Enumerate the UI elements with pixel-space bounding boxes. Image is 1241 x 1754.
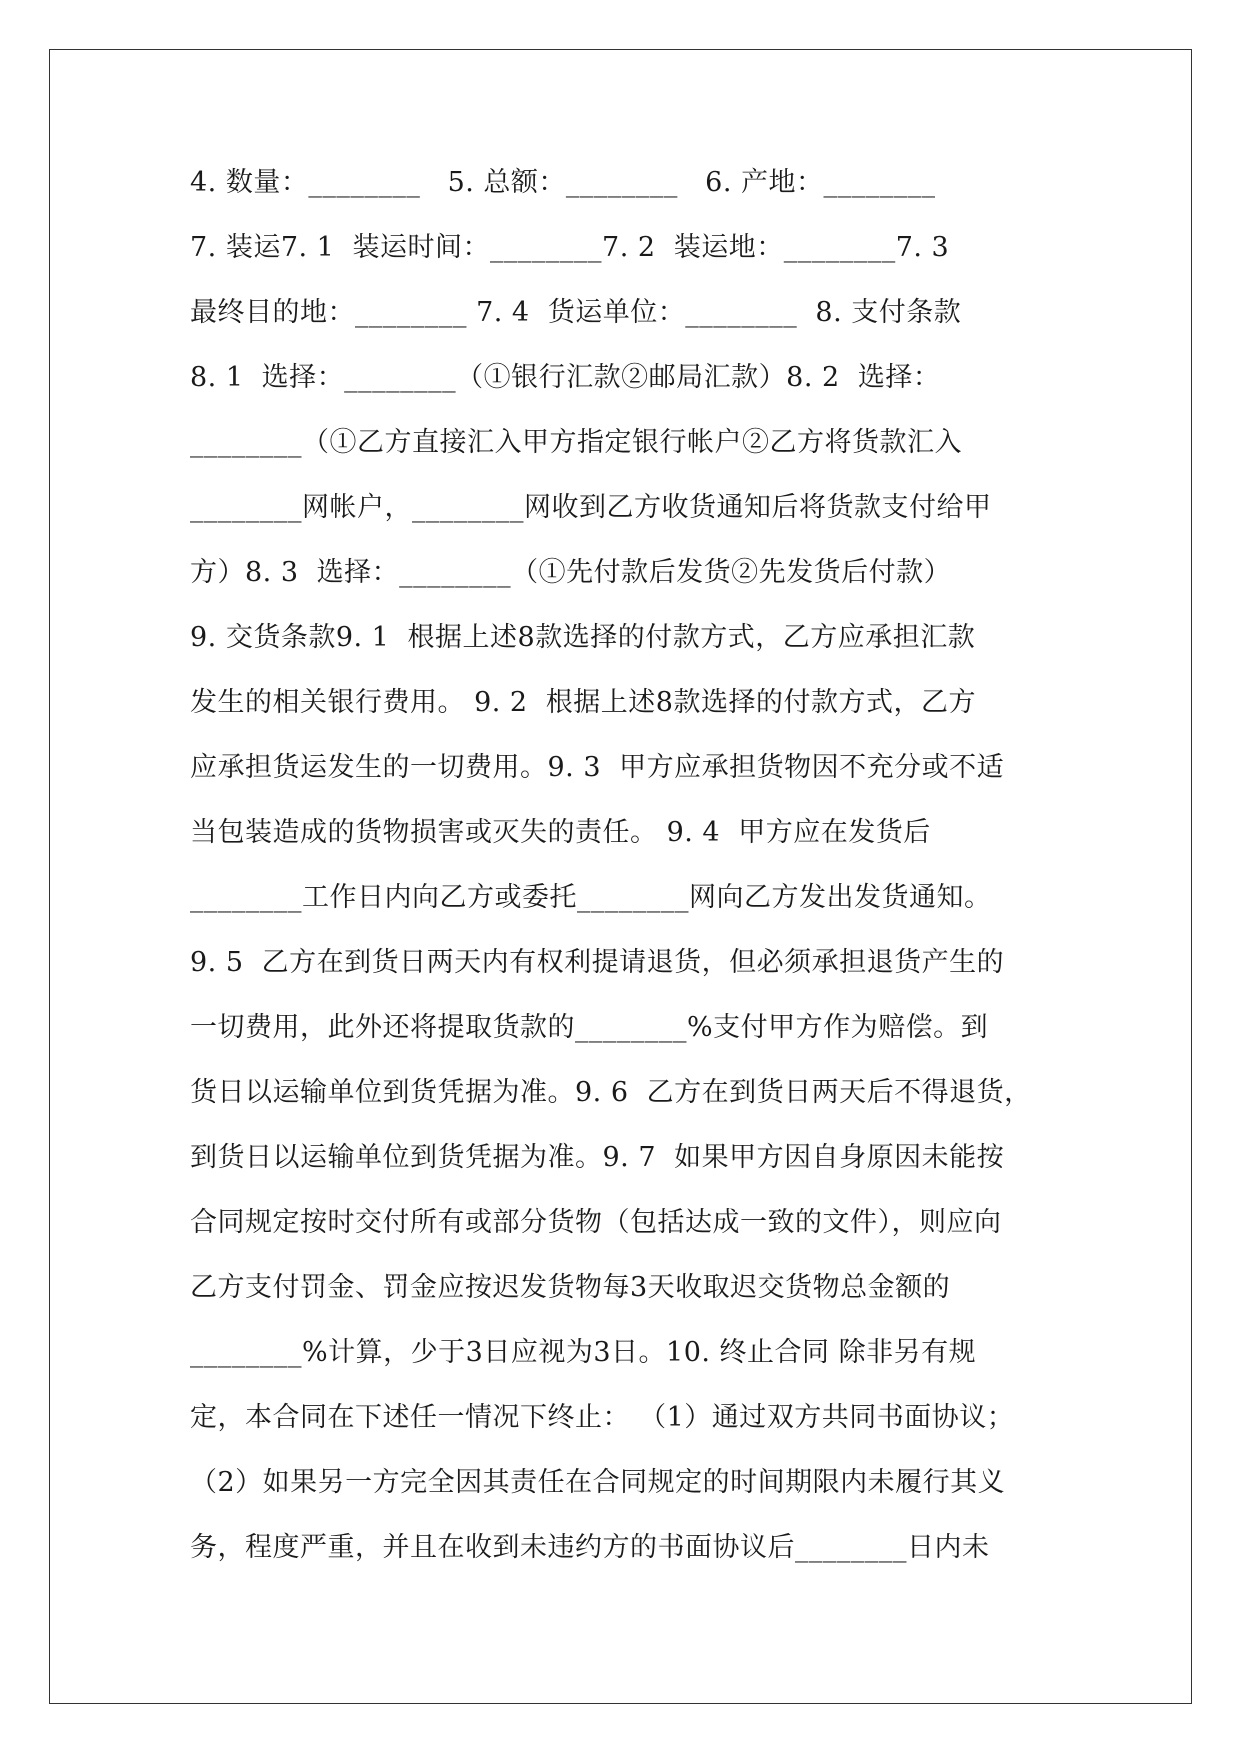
- text-line: 乙方支付罚金、罚金应按迟发货物每3天收取迟交货物总金额的: [190, 1272, 951, 1303]
- text-line: （2）如果另一方完全因其责任在合同规定的时间期限内未履行其义: [190, 1467, 1006, 1498]
- text-line: 合同规定按时交付所有或部分货物（包括达成一致的文件），则应向: [190, 1207, 1002, 1238]
- text-line: 7. 装运7. 1 装运时间：________7. 2 装运地：________7. 3: [190, 232, 950, 263]
- text-line: 定，本合同在下述任一情况下终止： （1）通过双方共同书面协议；: [190, 1402, 1015, 1433]
- contract-body: [190, 155, 1090, 1585]
- text-line: ________网帐户，________网收到乙方收货通知后将货款支付给甲: [190, 492, 992, 523]
- text-line: 货日以运输单位到货凭据为准。9. 6 乙方在到货日两天后不得退货，: [190, 1077, 1032, 1108]
- text-line: 方）8. 3 选择：________（①先付款后发货②先发货后付款）: [190, 557, 952, 588]
- text-line: 9. 交货条款9. 1 根据上述8款选择的付款方式，乙方应承担汇款: [190, 622, 976, 653]
- text-line: ________工作日内向乙方或委托________网向乙方发出发货通知。: [190, 882, 992, 913]
- text-line: 一切费用，此外还将提取货款的________%支付甲方作为赔偿。到: [190, 1012, 989, 1043]
- text-line: 8. 1 选择：________（①银行汇款②邮局汇款）8. 2 选择：: [190, 362, 941, 393]
- text-line: 9. 5 乙方在到货日两天内有权利提请退货，但必须承担退货产生的: [190, 947, 1005, 978]
- text-line: 应承担货运发生的一切费用。9. 3 甲方应承担货物因不充分或不适: [190, 752, 1005, 783]
- text-line: 4. 数量：________ 5. 总额：________ 6. 产地：________: [190, 167, 936, 198]
- text-line: 当包装造成的货物损害或灭失的责任。 9. 4 甲方应在发货后: [190, 817, 931, 848]
- text-line: 发生的相关银行费用。 9. 2 根据上述8款选择的付款方式，乙方: [190, 687, 976, 718]
- text-line: ________（①乙方直接汇入甲方指定银行帐户②乙方将货款汇入: [190, 427, 962, 458]
- text-line: 到货日以运输单位到货凭据为准。9. 7 如果甲方因自身原因未能按: [190, 1142, 1005, 1173]
- text-line: 务，程度严重，并且在收到未违约方的书面协议后________日内未: [190, 1532, 990, 1563]
- text-line: 最终目的地：________ 7. 4 货运单位：________ 8. 支付条款: [190, 297, 962, 328]
- text-line: ________%计算，少于3日应视为3日。10. 终止合同 除非另有规: [190, 1337, 977, 1368]
